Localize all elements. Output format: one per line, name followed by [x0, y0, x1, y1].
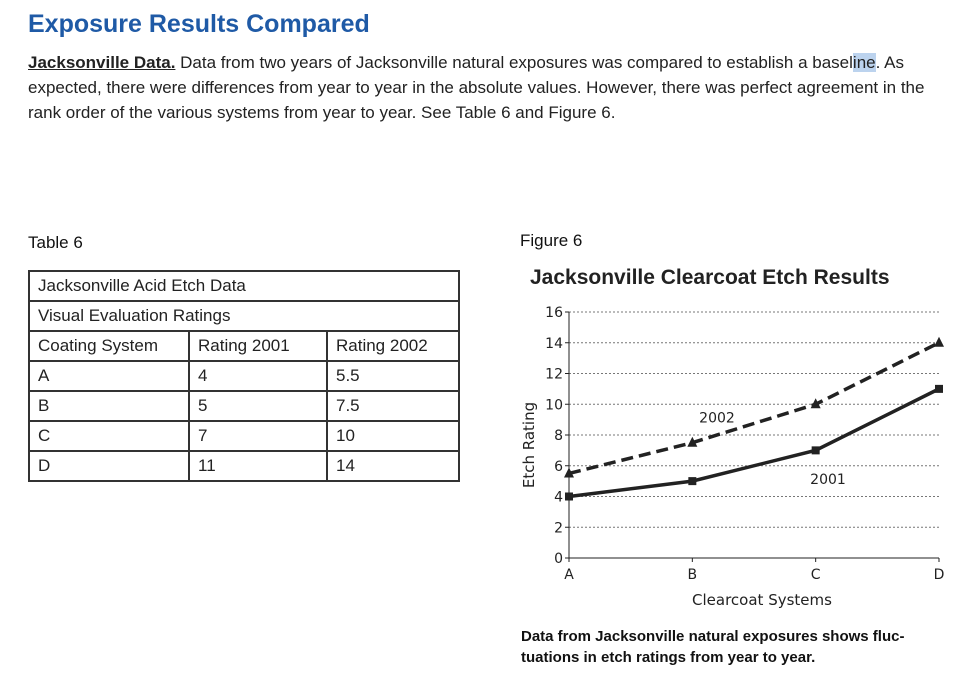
data-point-2001: [688, 477, 696, 485]
section-heading: Exposure Results Compared: [28, 10, 370, 38]
x-tick-label: B: [687, 567, 698, 583]
intro-text-2: . As expected, there were differences from year to year in the absolute values. However, there was perfect agreement in the rank order of the various systems from year to year. See Table 6 and Figure 6.: [28, 53, 925, 122]
table-label: Table 6: [28, 233, 83, 252]
table-header-cell: Coating System: [29, 331, 189, 361]
table-row: [29, 451, 459, 481]
x-tick-label: C: [810, 567, 821, 583]
table-cell: D: [29, 451, 189, 481]
y-tick-label: 0: [554, 551, 563, 567]
figure-caption: Data from Jacksonville natural exposures shows fluc-tuations in etch ratings from year to year.: [521, 628, 905, 666]
x-tick-label: A: [564, 567, 574, 583]
etch-data-table: [28, 270, 460, 482]
table-cell: 5.5: [327, 361, 459, 391]
table-cell: 14: [327, 451, 459, 481]
table-header-cell: Rating 2002: [327, 331, 459, 361]
data-point-2001: [565, 493, 573, 501]
table-row: [29, 421, 459, 451]
series-annotation: 2001: [810, 472, 846, 489]
series-line-2001: [569, 389, 939, 497]
figure-label: Figure 6: [520, 231, 583, 250]
series-line-2002: [569, 343, 939, 474]
y-tick-label: 14: [545, 335, 563, 352]
text-selection-highlight[interactable]: ine: [852, 53, 876, 72]
table-cell: 10: [327, 421, 459, 451]
y-tick-label: 10: [545, 397, 563, 414]
intro-lead: Jacksonville Data.: [28, 53, 176, 72]
table-title-row: Jacksonville Acid Etch Data: [29, 271, 459, 301]
intro-paragraph: [28, 50, 953, 125]
table-cell: A: [29, 361, 189, 391]
x-tick-label: D: [933, 567, 945, 583]
table-cell: 5: [189, 391, 327, 421]
table-cell: 7: [189, 421, 327, 451]
y-tick-label: 16: [545, 305, 563, 321]
table-subtitle-row: Visual Evaluation Ratings: [29, 301, 459, 331]
chart-title: Jacksonville Clearcoat Etch Results: [530, 266, 890, 289]
data-point-2002: [934, 337, 944, 347]
data-point-2001: [812, 446, 820, 454]
intro-text-1: Data from two years of Jacksonville natural exposures was compared to establish a basel: [175, 53, 853, 72]
x-axis-label: Clearcoat Systems: [692, 591, 832, 609]
table-cell: 11: [189, 451, 327, 481]
etch-line-chart: [510, 296, 960, 616]
table-cell: 7.5: [327, 391, 459, 421]
table-row: [29, 361, 459, 391]
y-axis-label: Etch Rating: [520, 401, 538, 489]
table-cell: B: [29, 391, 189, 421]
table-cell: 4: [189, 361, 327, 391]
y-tick-label: 2: [554, 520, 563, 537]
series-annotation: 2002: [699, 410, 735, 427]
table-cell: C: [29, 421, 189, 451]
table-row: [29, 391, 459, 421]
y-tick-label: 6: [554, 458, 563, 475]
data-point-2001: [935, 385, 943, 393]
y-tick-label: 4: [554, 489, 563, 506]
table-header-cell: Rating 2001: [189, 331, 327, 361]
y-tick-label: 12: [545, 366, 563, 383]
y-tick-label: 8: [554, 428, 563, 444]
